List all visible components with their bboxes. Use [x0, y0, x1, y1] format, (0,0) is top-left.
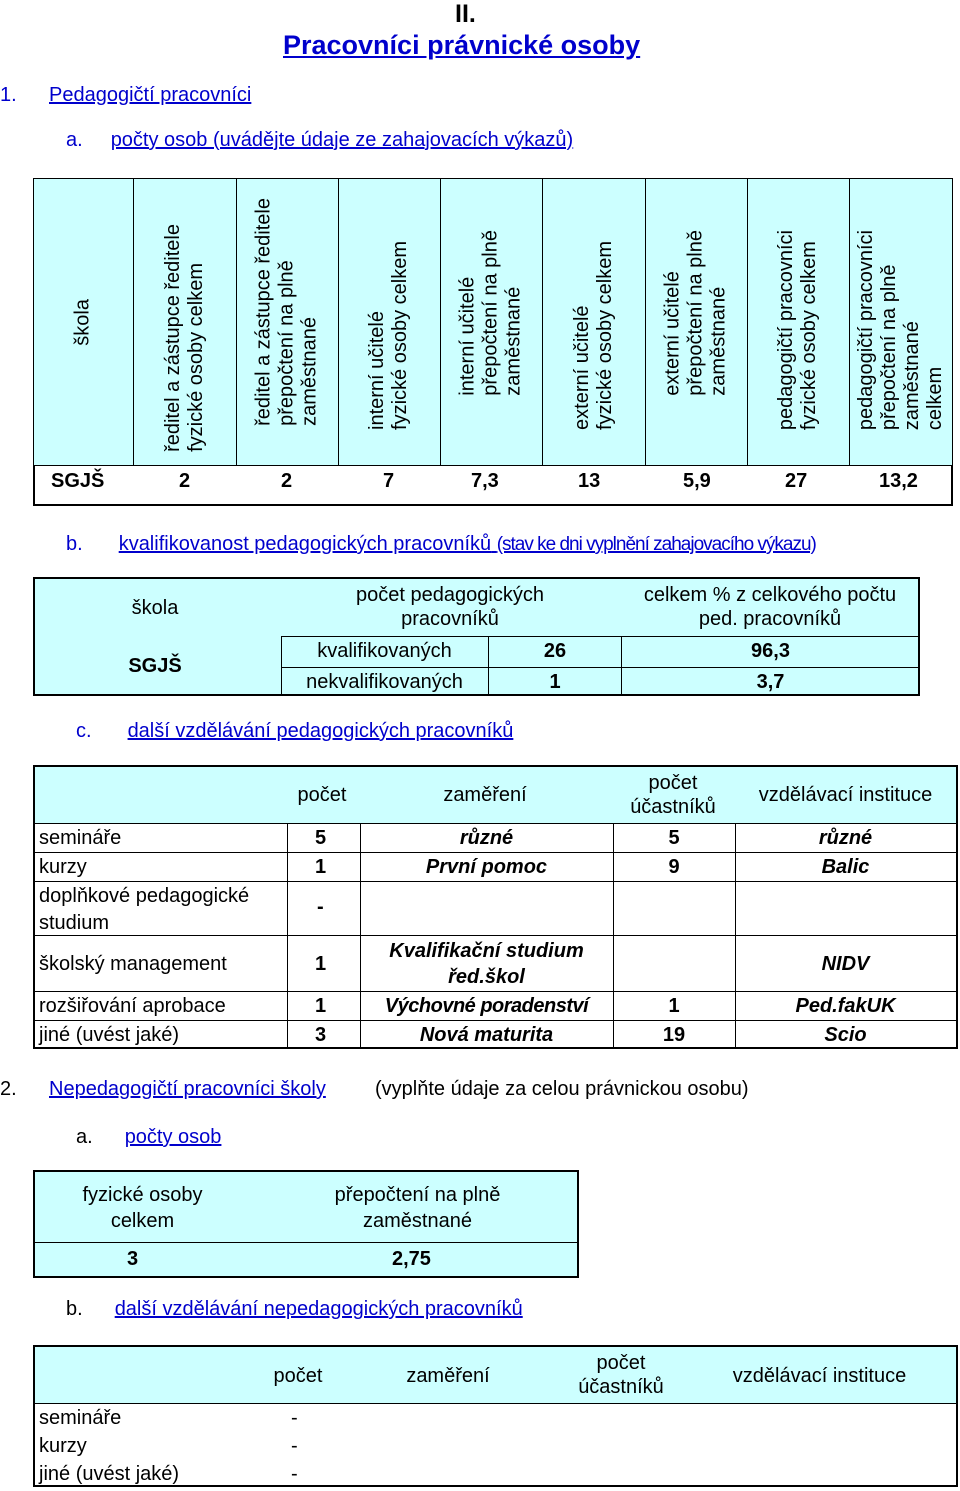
part2-note: (vyplňte údaje za celou právnickou osobu)	[375, 1078, 749, 1100]
part1b-heading	[66, 533, 816, 556]
training-institution-header: vzdělávací instituce	[758, 784, 933, 806]
part2b-label: další vzdělávání nepedagogických pracovníků	[114, 1298, 523, 1320]
training-institution: Scio	[824, 1024, 867, 1046]
row-value: 7,3	[471, 470, 499, 492]
part1a-heading	[66, 129, 573, 152]
section-title: Pracovníci právnické osoby	[283, 30, 641, 60]
training-count: 1	[315, 856, 327, 878]
qual-row-count: 1	[549, 671, 561, 693]
part1c-number: c.	[76, 720, 92, 742]
part2-number: 2.	[0, 1078, 17, 1100]
training-focus: Kvalifikační studium řed.škol	[389, 940, 584, 988]
row-school: SGJŠ	[51, 470, 105, 492]
part1c-heading	[76, 720, 513, 743]
qualification-table	[33, 577, 920, 696]
training-type: školský management	[39, 953, 227, 975]
staff-count-table	[33, 178, 953, 508]
header-interni-prepocet: interní učitelé přepočtení na plně zaměstnané	[456, 230, 525, 396]
nonped-prepocet: 2,75	[392, 1248, 431, 1270]
header-ped-fyzicke: pedagogičtí pracovníci fyzické osoby celkem	[775, 229, 820, 430]
training-participants: 5	[668, 827, 680, 849]
np-training-count: -	[291, 1407, 298, 1429]
training-count: 1	[315, 953, 327, 975]
header-skola: škola	[71, 299, 94, 346]
section-number: II.	[455, 0, 476, 28]
qual-row-label: nekvalifikovaných	[306, 671, 463, 693]
training-institution: Ped.fakUK	[795, 995, 896, 1017]
part2b-heading	[66, 1298, 523, 1321]
header-interni-fyzicke: interní učitelé fyzické osoby celkem	[366, 241, 411, 430]
np-training-type: kurzy	[39, 1435, 87, 1457]
training-type: jiné (uvést jaké)	[39, 1024, 180, 1046]
training-count-header: počet	[297, 784, 347, 806]
np-training-type: jiné (uvést jaké)	[39, 1463, 180, 1485]
training-institution: NIDV	[821, 953, 870, 975]
training-participants-header: počet účastníků	[630, 772, 716, 818]
training-participants: 19	[662, 1024, 686, 1046]
part1b-label: kvalifikovanost pedagogických pracovníků (stav ke dni vyplnění zahajovacího výkazu)	[118, 533, 816, 555]
training-type: semináře	[39, 827, 122, 849]
training-focus: různé	[459, 827, 514, 849]
header-reditel-prepocet: ředitel a zástupce ředitele přepočtení na plně zaměstnané	[252, 198, 321, 426]
qual-school-header: škola	[131, 597, 179, 619]
training-focus: První pomoc	[425, 856, 548, 878]
training-focus: Výchovné poradenství	[384, 995, 589, 1017]
np-count-header: počet	[273, 1365, 323, 1387]
part2b-number: b.	[66, 1298, 83, 1320]
np-training-count: -	[291, 1463, 298, 1485]
qual-pct-header: celkem % z celkového počtu ped. pracovníků	[643, 584, 897, 630]
training-count: -	[317, 896, 324, 918]
row-value: 2	[179, 470, 191, 492]
qual-school: SGJŠ	[128, 655, 182, 677]
row-value: 7	[383, 470, 395, 492]
part1a-number: a.	[66, 129, 83, 151]
row-value: 2	[281, 470, 293, 492]
part2a-label: počty osob	[124, 1126, 222, 1148]
np-training-count: -	[291, 1435, 298, 1457]
training-participants: 9	[668, 856, 680, 878]
training-focus-header: zaměření	[443, 784, 527, 806]
qual-count-header: počet pedagogických pracovníků	[356, 584, 544, 630]
row-value: 13	[578, 470, 601, 492]
row-value: 27	[785, 470, 808, 492]
row-value: 5,9	[683, 470, 711, 492]
training-participants: 1	[668, 995, 680, 1017]
qual-row-pct: 96,3	[751, 640, 790, 662]
part1a-label: počty osob (uvádějte údaje ze zahajovacích výkazů)	[110, 129, 574, 151]
header-externi-prepocet: externí učitelé přepočtení na plně zaměstnané	[661, 230, 730, 396]
np-training-type: semináře	[39, 1407, 122, 1429]
training-type: kurzy	[39, 856, 87, 878]
ped-training-table	[33, 765, 958, 1049]
nonped-fyzicke: 3	[127, 1248, 139, 1270]
part1c-label: další vzdělávání pedagogických pracovníků	[127, 720, 514, 742]
part2a-heading	[76, 1126, 221, 1149]
training-focus: Nová maturita	[419, 1024, 554, 1046]
qual-row-count: 26	[543, 640, 567, 662]
np-participants-header: počet účastníků	[578, 1352, 664, 1398]
part1-label: Pedagogičtí pracovníci	[49, 84, 252, 106]
np-focus-header: zaměření	[406, 1365, 490, 1387]
qual-row-pct: 3,7	[756, 671, 785, 693]
np-institution-header: vzdělávací instituce	[732, 1365, 907, 1387]
part1b-note: (stav ke dni vyplnění zahajovacího výkazu)	[496, 534, 816, 555]
training-type: rozšiřování aprobace	[39, 995, 226, 1017]
nonped-header-prepocet: přepočtení na plně zaměstnané	[334, 1184, 501, 1232]
row-value: 13,2	[879, 470, 918, 492]
training-count: 3	[315, 1024, 327, 1046]
nonped-count-table	[33, 1170, 579, 1278]
part1b-number: b.	[66, 533, 83, 555]
part2-label: Nepedagogičtí pracovníci školy	[49, 1078, 326, 1100]
training-institution: různé	[818, 827, 873, 849]
qual-row-label: kvalifikovaných	[317, 640, 452, 662]
nonped-training-table	[33, 1345, 958, 1487]
training-count: 5	[315, 827, 327, 849]
header-reditel-fyzicke: ředitel a zástupce ředitele fyzické osoby celkem	[161, 224, 207, 452]
part2a-number: a.	[76, 1126, 93, 1148]
training-institution: Balic	[821, 856, 870, 878]
header-externi-fyzicke: externí učitelé fyzické osoby celkem	[570, 241, 616, 430]
part1-number: 1.	[0, 84, 17, 106]
nonped-header-fyzicke: fyzické osoby celkem	[82, 1184, 203, 1232]
header-ped-prepocet: pedagogičtí pracovníci přepočtení na plně zaměstnané celkem	[855, 229, 946, 430]
training-type: doplňkové pedagogické studium	[39, 885, 250, 934]
training-count: 1	[315, 995, 327, 1017]
